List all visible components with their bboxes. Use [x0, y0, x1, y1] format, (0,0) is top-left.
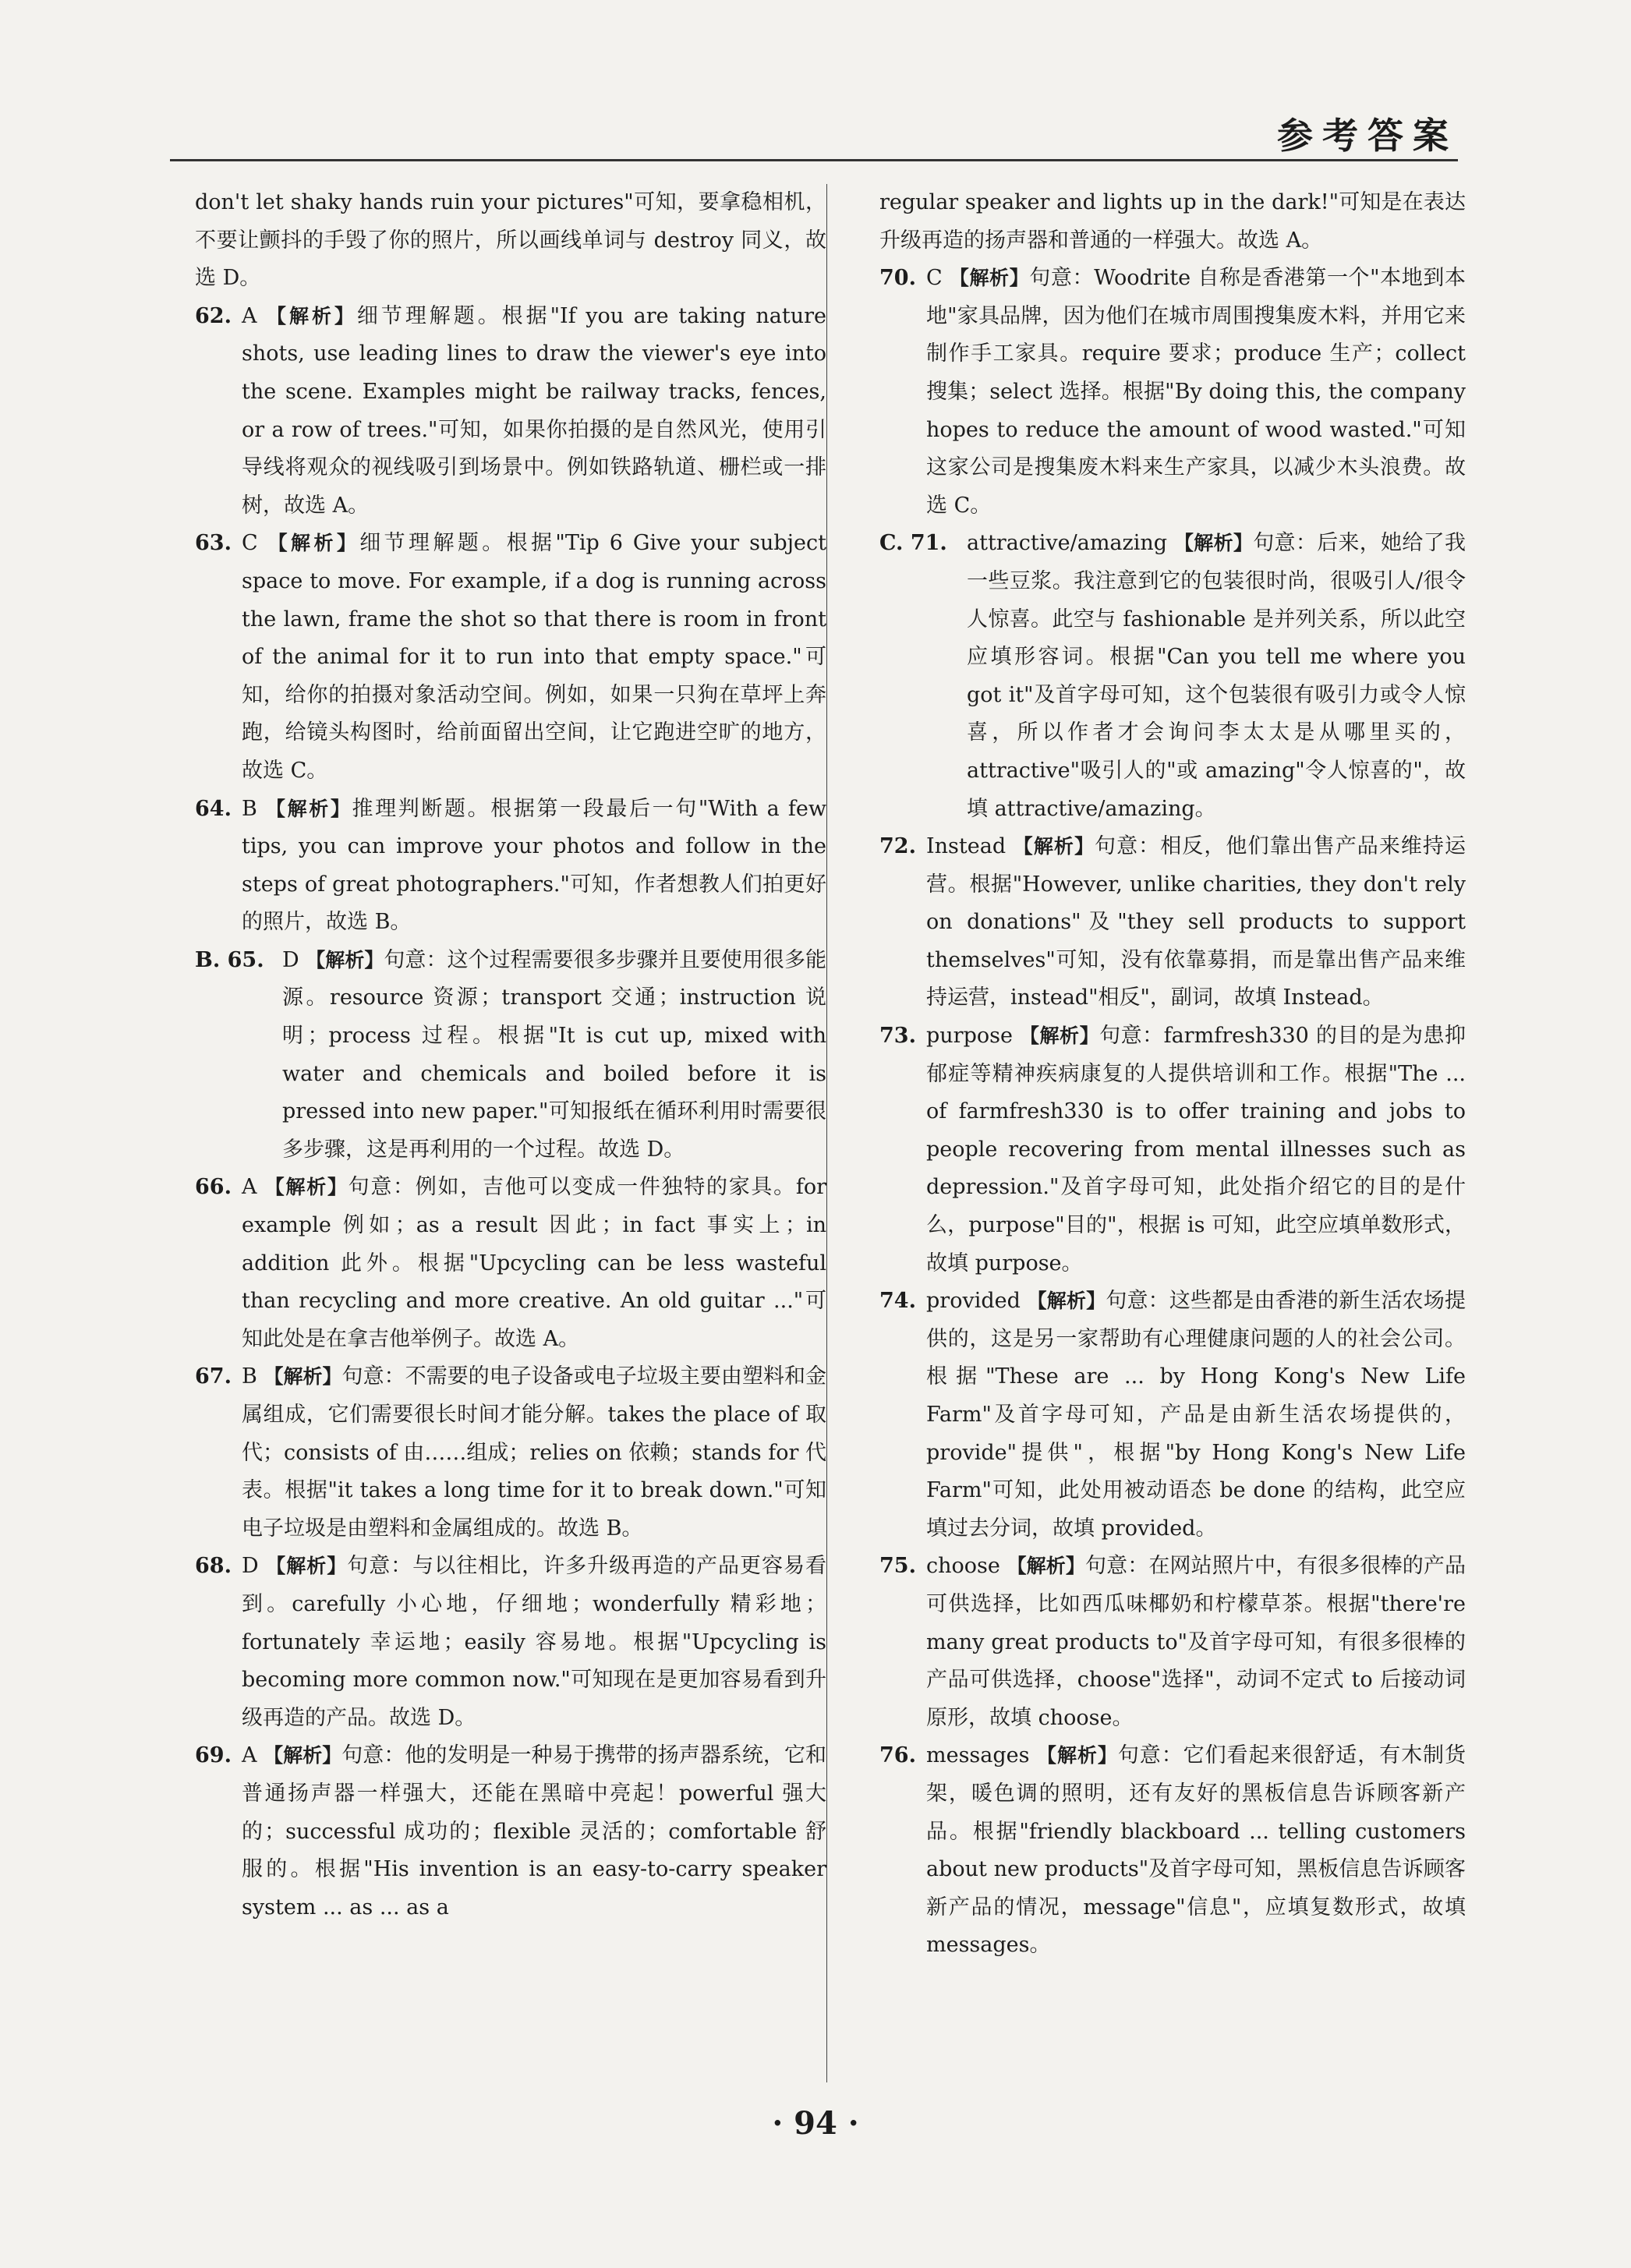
answer-choice: purpose	[926, 1024, 1013, 1049]
analysis-tag: 【解析】	[1020, 1024, 1100, 1048]
answer-continuation	[195, 184, 826, 298]
entry-text: 句意：后来，她给了我一些豆浆。我注意到它的包装很时尚，很吸引人/很令人惊喜。此空与 fashionable 是并列关系，所以此空应填形容词。根据"Can you tell me where you got it"及首字母可知，这个包装很有吸引力或令人惊喜，所以作者才会询问李太太是从哪里买的，attractive"吸引人的"或 amazing"令人惊喜的"，故填 attractive/amazing。	[967, 531, 1466, 821]
answer-64	[195, 791, 826, 942]
answer-74	[879, 1283, 1466, 1548]
answer-choice: messages	[926, 1743, 1030, 1768]
question-number: 63.	[195, 531, 232, 556]
entry-text: 句意：相反，他们靠出售产品来维持运营。根据"However, unlike charities, they don't rely on donations"及"they sell products to support themselves"可知，没有依靠募捐，而是靠出售产品来维持运营，instead"相反"，副词，故填 Instead。	[926, 834, 1466, 1010]
answer-choice: A	[242, 1743, 257, 1768]
right-column	[879, 184, 1466, 1965]
entry-text: 句意：他的发明是一种易于携带的扬声器系统，它和普通扬声器一样强大，还能在黑暗中亮起！powerful 强大的；successful 成功的；flexible 灵活的；comfortable 舒服的。根据"His invention is an easy-to-carry speaker system ... as ... as a	[242, 1743, 826, 1919]
answer-choice: choose	[926, 1554, 1000, 1579]
answer-choice: attractive/amazing	[967, 531, 1168, 556]
question-number: 74.	[879, 1289, 916, 1314]
analysis-tag: 【解析】	[267, 304, 357, 327]
answer-66	[195, 1169, 826, 1358]
analysis-tag: 【解析】	[264, 1744, 342, 1767]
question-number: 72.	[879, 834, 916, 859]
answer-69	[195, 1737, 826, 1927]
question-number: 69.	[195, 1743, 232, 1768]
answer-choice: Instead	[926, 834, 1007, 859]
question-number: 76.	[879, 1743, 916, 1768]
analysis-tag: 【解析】	[266, 1555, 348, 1578]
answer-63	[195, 525, 826, 790]
answer-continuation	[879, 184, 1466, 260]
entry-text: 句意：Woodrite 自称是香港第一个"本地到本地"家具品牌，因为他们在城市周围搜集废木料，并用它来制作手工家具。require 要求；produce 生产；collect 搜集；select 选择。根据"By doing this, the company hopes to reduce the amount of wood wasted."可知这家公司是搜集废木料来生产家具，以减少木头浪费。故选 C。	[926, 266, 1466, 518]
answer-choice: D	[242, 1554, 259, 1579]
answer-65	[195, 942, 826, 1169]
header-rule	[170, 159, 1458, 161]
entry-text: 细节理解题。根据"If you are taking nature shots, use leading lines to draw the viewer's eye into the scene. Examples might be railway tracks, fences, or a row of trees."可知，如果你拍摄的是自然风光，使用引导线将观众的视线吸引到场景中。例如铁路轨道、栅栏或一排树，故选 A。	[242, 303, 826, 518]
answer-67	[195, 1358, 826, 1548]
answer-62	[195, 298, 826, 525]
question-number: 73.	[879, 1024, 916, 1049]
analysis-tag: 【解析】	[1007, 1555, 1086, 1578]
entry-text: 句意：在网站照片中，有很多很棒的产品可供选择，比如西瓜味椰奶和柠檬草茶。根据"there're many great products to"及首字母可知，有很多很棒的产品可供选择，choose"选择"，动词不定式 to 后接动词原形，故填 choose。	[926, 1554, 1466, 1730]
question-number: 70.	[879, 266, 916, 291]
answer-73	[879, 1017, 1466, 1283]
page-number: · 94 ·	[772, 2105, 859, 2142]
answer-71	[879, 525, 1466, 828]
answer-choice: B	[242, 1364, 257, 1389]
answer-choice: C	[926, 266, 943, 291]
question-number: 64.	[195, 796, 232, 821]
answer-choice: A	[242, 303, 257, 328]
analysis-tag: 【解析】	[264, 1365, 342, 1389]
answer-choice: provided	[926, 1289, 1021, 1314]
question-number: 68.	[195, 1554, 232, 1579]
entry-text: 句意：与以往相比，许多升级再造的产品更容易看到。carefully 小心地，仔细地；wonderfully 精彩地；fortunately 幸运地；easily 容易地。根据"Upcycling is becoming more common now."可知现在是更加容易看到升级再造的产品。故选 D。	[242, 1554, 826, 1730]
answer-choice: A	[242, 1175, 257, 1200]
analysis-tag: 【解析】	[1037, 1744, 1118, 1767]
column-divider	[826, 184, 827, 2082]
answer-choice: B	[242, 796, 257, 821]
entry-text: 句意：这个过程需要很多步骤并且要使用很多能源。resource 资源；transport 交通；instruction 说明；process 过程。根据"It is cut up, mixed with water and chemicals and boiled before it is pressed into new paper."可知报纸在循环利用时需要很多步骤，这是再利用的一个过程。故选 D。	[282, 947, 826, 1162]
answer-72	[879, 828, 1466, 1017]
page-header-title: 参考答案	[1277, 115, 1458, 157]
question-number: 75.	[879, 1554, 916, 1579]
question-number: 62.	[195, 303, 232, 328]
left-column	[195, 184, 826, 1927]
question-number: 67.	[195, 1364, 232, 1389]
answer-choice: C	[242, 531, 258, 556]
analysis-tag: 【解析】	[1013, 835, 1095, 858]
analysis-tag: 【解析】	[266, 797, 352, 820]
question-number: C. 71.	[879, 531, 947, 556]
analysis-tag: 【解析】	[949, 267, 1030, 290]
entry-text: 句意：不需要的电子设备或电子垃圾主要由塑料和金属组成，它们需要很长时间才能分解。takes the place of 取代；consists of 由……组成；relies on 依赖；stands for 代表。根据"it takes a long time for it to break down."可知电子垃圾是由塑料和金属组成的。故选 B。	[242, 1364, 826, 1541]
question-number: B. 65.	[195, 947, 264, 972]
entry-text: 句意：farmfresh330 的目的是为患抑郁症等精神疾病康复的人提供培训和工作。根据"The ... of farmfresh330 is to offer training and jobs to people recovering from mental illnesses such as depression."及首字母可知，此处指介绍它的目的是什么，purpose"目的"，根据 is 可知，此空应填单数形式，故填 purpose。	[926, 1024, 1466, 1276]
answer-75	[879, 1548, 1466, 1737]
question-number: 66.	[195, 1175, 232, 1200]
entry-text: 句意：它们看起来很舒适，有木制货架，暖色调的照明，还有友好的黑板信息告诉顾客新产品。根据"friendly blackboard ... telling customers about new products"及首字母可知，黑板信息告诉顾客新产品的情况，message"信息"，应填复数形式，故填 messages。	[926, 1743, 1466, 1958]
answer-68	[195, 1548, 826, 1737]
analysis-tag: 【解析】	[1173, 532, 1254, 555]
entry-text: 推理判断题。根据第一段最后一句"With a few tips, you can improve your photos and follow in the steps of great photographers."可知，作者想教人们拍更好的照片，故选 B。	[242, 796, 826, 935]
entry-text: 句意：这些都是由香港的新生活农场提供的，这是另一家帮助有心理健康问题的人的社会公司。根据"These are ... by Hong Kong's New Life Farm"及首字母可知，产品是由新生活农场提供的，provide"提供"，根据"by Hong Kong's New Life Farm"可知，此处用被动语态 be done 的结构，此空应填过去分词，故填 provided。	[926, 1289, 1466, 1541]
analysis-tag: 【解析】	[1027, 1290, 1106, 1313]
entry-text: regular speaker and lights up in the dark!"可知是在表达升级再造的扬声器和普通的一样强大。故选 A。	[879, 190, 1466, 253]
analysis-tag: 【解析】	[264, 1176, 348, 1199]
analysis-tag: 【解析】	[267, 532, 360, 555]
answer-76	[879, 1737, 1466, 1965]
answer-choice: D	[282, 947, 299, 972]
entry-text: 句意：例如，吉他可以变成一件独特的家具。for example 例如；as a result 因此；in fact 事实上；in addition 此外。根据"Upcycling can be less wasteful than recycling and more creative. An old guitar ..."可知此处是在拿吉他举例子。故选 A。	[242, 1175, 826, 1351]
answer-70	[879, 260, 1466, 525]
entry-text: don't let shaky hands ruin your pictures"可知，要拿稳相机，不要让颤抖的手毁了你的照片，所以画线单词与 destroy 同义，故选 D。	[195, 190, 826, 291]
analysis-tag: 【解析】	[306, 948, 384, 971]
entry-text: 细节理解题。根据"Tip 6 Give your subject space to move. For example, if a dog is running across the lawn, frame the shot so that there is room in front of the animal for it to run into that empty space."可知，给你的拍摄对象活动空间。例如，如果一只狗在草坪上奔跑，给镜头构图时，给前面留出空间，让它跑进空旷的地方，故选 C。	[242, 531, 826, 783]
